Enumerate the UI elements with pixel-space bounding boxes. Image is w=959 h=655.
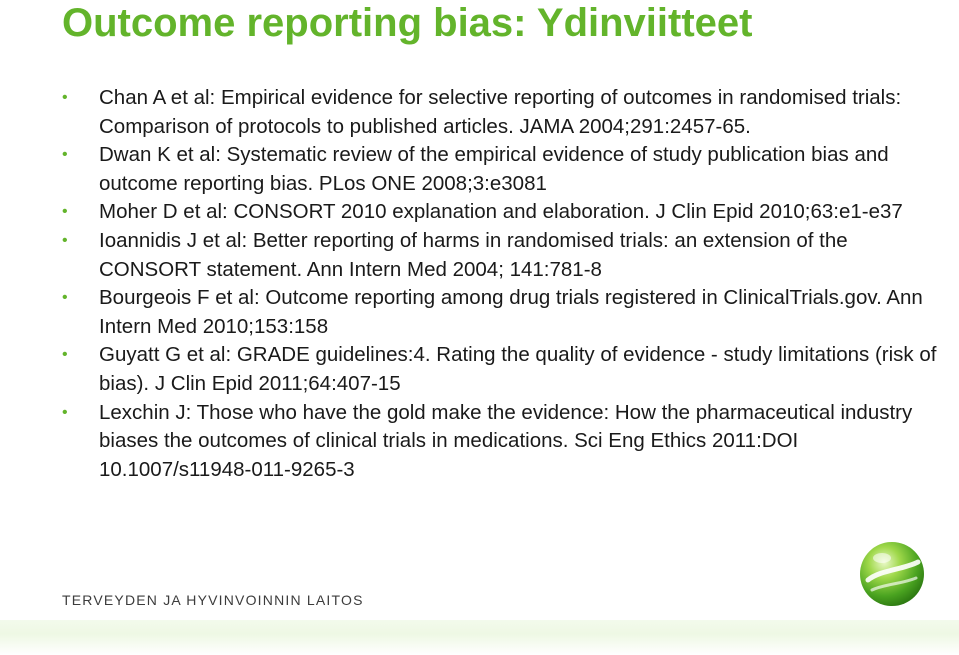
bullet-dot-icon: • bbox=[62, 203, 68, 221]
reference-item bbox=[62, 399, 942, 485]
bullet-dot-icon: • bbox=[62, 289, 68, 307]
reference-text: Guyatt G et al: GRADE guidelines:4. Rating the quality of evidence - study limitations (risk of bias). J Clin Epid 2011;64:407-15 bbox=[99, 343, 937, 395]
bullet-dot-icon: • bbox=[62, 403, 68, 421]
reference-list bbox=[62, 84, 942, 484]
slide-title: Outcome reporting bias: Ydinviitteet bbox=[62, 1, 753, 45]
reference-item bbox=[62, 227, 942, 284]
reference-item bbox=[62, 284, 942, 341]
reference-item bbox=[62, 341, 942, 398]
bullet-dot-icon: • bbox=[62, 346, 68, 364]
reference-text: Bourgeois F et al: Outcome reporting among drug trials registered in ClinicalTrials.gov. Ann Intern Med 2010;153:158 bbox=[99, 286, 923, 338]
reference-item bbox=[62, 84, 942, 141]
reference-text: Dwan K et al: Systematic review of the empirical evidence of study publication bias and outcome reporting bias. PLos ONE 2008;3:e3081 bbox=[99, 143, 889, 195]
reference-text: Chan A et al: Empirical evidence for selective reporting of outcomes in randomised trials: Comparison of protocols to published articles. JAMA 2004;291:2457-65. bbox=[99, 86, 902, 138]
reference-item bbox=[62, 198, 942, 227]
green-globe-logo-icon bbox=[858, 540, 926, 608]
bullet-dot-icon: • bbox=[62, 146, 68, 164]
footer-organization-name: TERVEYDEN JA HYVINVOINNIN LAITOS bbox=[62, 592, 364, 608]
reference-text: Lexchin J: Those who have the gold make the evidence: How the pharmaceutical industry biases the outcomes of clinical trials in medications. Sci Eng Ethics 2011:DOI 10.1007/s11948-011-9265-3 bbox=[99, 400, 913, 481]
reference-text: Moher D et al: CONSORT 2010 explanation and elaboration. J Clin Epid 2010;63:e1-e37 bbox=[99, 200, 903, 224]
bullet-dot-icon: • bbox=[62, 231, 68, 249]
footer-band bbox=[0, 620, 959, 655]
reference-item bbox=[62, 141, 942, 198]
bullet-dot-icon: • bbox=[62, 89, 68, 106]
reference-text: Ioannidis J et al: Better reporting of harms in randomised trials: an extension of the CONSORT statement. Ann Intern Med 2004; 141:781-8 bbox=[99, 228, 848, 281]
